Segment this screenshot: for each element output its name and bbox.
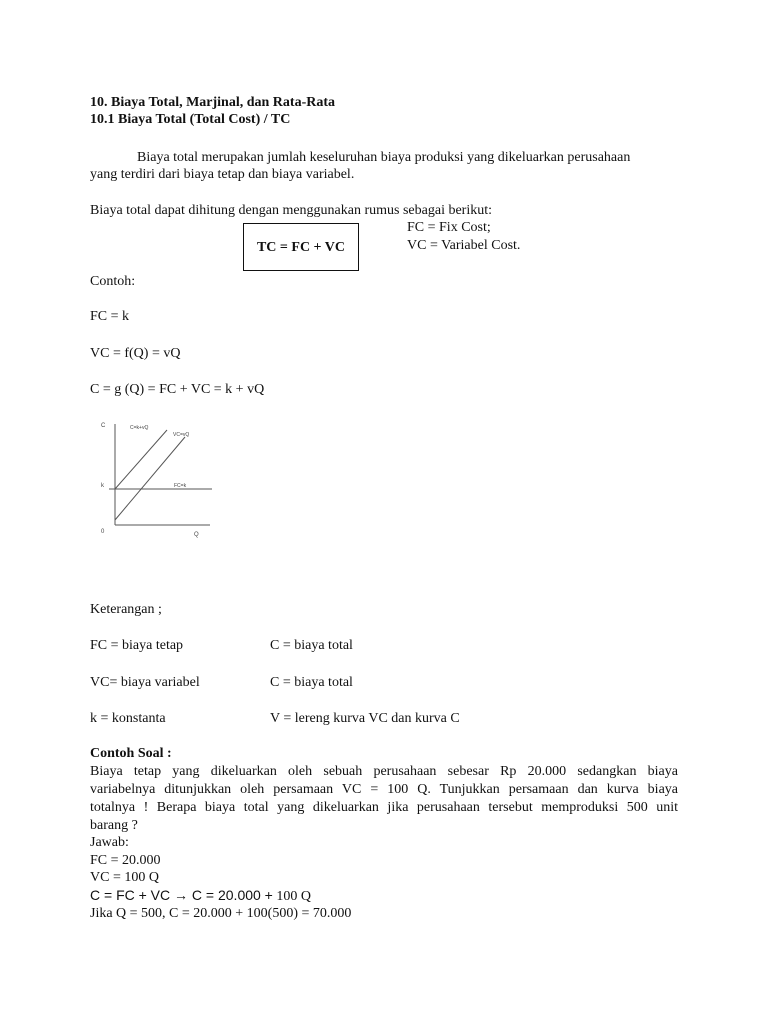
c-line — [115, 430, 167, 489]
c-line-label: C=k+vQ — [130, 425, 149, 431]
x-axis-label: Q — [194, 532, 199, 538]
fc-line-label: FC=k — [174, 483, 187, 489]
k-label: k — [101, 483, 104, 489]
jawab-c-part2: 100 Q — [272, 889, 311, 904]
formula-intro: Biaya total dapat dihitung dengan menggunakan rumus sebagai berikut: — [90, 203, 493, 218]
legend-row-3-right: V = lereng kurva VC dan kurva C — [270, 711, 460, 726]
legend-row-2-right: C = biaya total — [270, 675, 353, 690]
contoh-label: Contoh: — [90, 274, 136, 289]
y-axis-label: C — [101, 423, 106, 429]
cost-curve-graph — [95, 412, 220, 542]
jawab-vc: VC = 100 Q — [90, 870, 159, 885]
soal-line-4: barang ? — [90, 818, 138, 833]
soal-title: Contoh Soal : — [90, 746, 172, 761]
formula-box — [243, 223, 359, 271]
legend-row-1-right: C = biaya total — [270, 638, 353, 653]
origin-label: 0 — [101, 529, 105, 535]
legend-row-2-left: VC= biaya variabel — [90, 675, 200, 690]
jawab-label: Jawab: — [90, 835, 129, 850]
soal-line-1: Biaya tetap yang dikeluarkan oleh sebuah perusahaan sebesar Rp 20.000 sedangkan biaya — [90, 764, 678, 779]
jawab-c — [90, 887, 311, 905]
jawab-c-part1: C = FC + VC → C = 20.000 + — [90, 887, 273, 903]
legend-row-3-left: k = konstanta — [90, 711, 166, 726]
equation-vc: VC = f(Q) = vQ — [90, 346, 181, 361]
equation-fc: FC = k — [90, 309, 130, 324]
soal-line-2: variabelnya ditunjukkan oleh persamaan VC = 100 Q. Tunjukkan persamaan dan kurva biaya — [90, 782, 678, 797]
vc-line-label: VC=vQ — [173, 432, 190, 438]
soal-line-3: totalnya ! Berapa biaya total yang dikeluarkan jika perusahaan tersebut memproduksi 500 unit — [90, 800, 678, 815]
jawab-fc: FC = 20.000 — [90, 853, 161, 868]
formula-text: TC = FC + VC — [256, 239, 346, 255]
formula-note-fc: FC = Fix Cost; — [407, 220, 491, 235]
formula-note-vc: VC = Variabel Cost. — [407, 238, 521, 253]
jawab-result: Jika Q = 500, C = 20.000 + 100(500) = 70.000 — [90, 906, 352, 921]
intro-line-2: yang terdiri dari biaya tetap dan biaya variabel. — [90, 167, 355, 182]
equation-c: C = g (Q) = FC + VC = k + vQ — [90, 382, 265, 397]
heading-sub: 10.1 Biaya Total (Total Cost) / TC — [90, 112, 291, 127]
intro-line-1: Biaya total merupakan jumlah keseluruhan biaya produksi yang dikeluarkan perusahaan — [137, 150, 631, 165]
keterangan-label: Keterangan ; — [90, 602, 162, 617]
heading-main: 10. Biaya Total, Marjinal, dan Rata-Rata — [90, 95, 336, 110]
legend-row-1-left: FC = biaya tetap — [90, 638, 184, 653]
